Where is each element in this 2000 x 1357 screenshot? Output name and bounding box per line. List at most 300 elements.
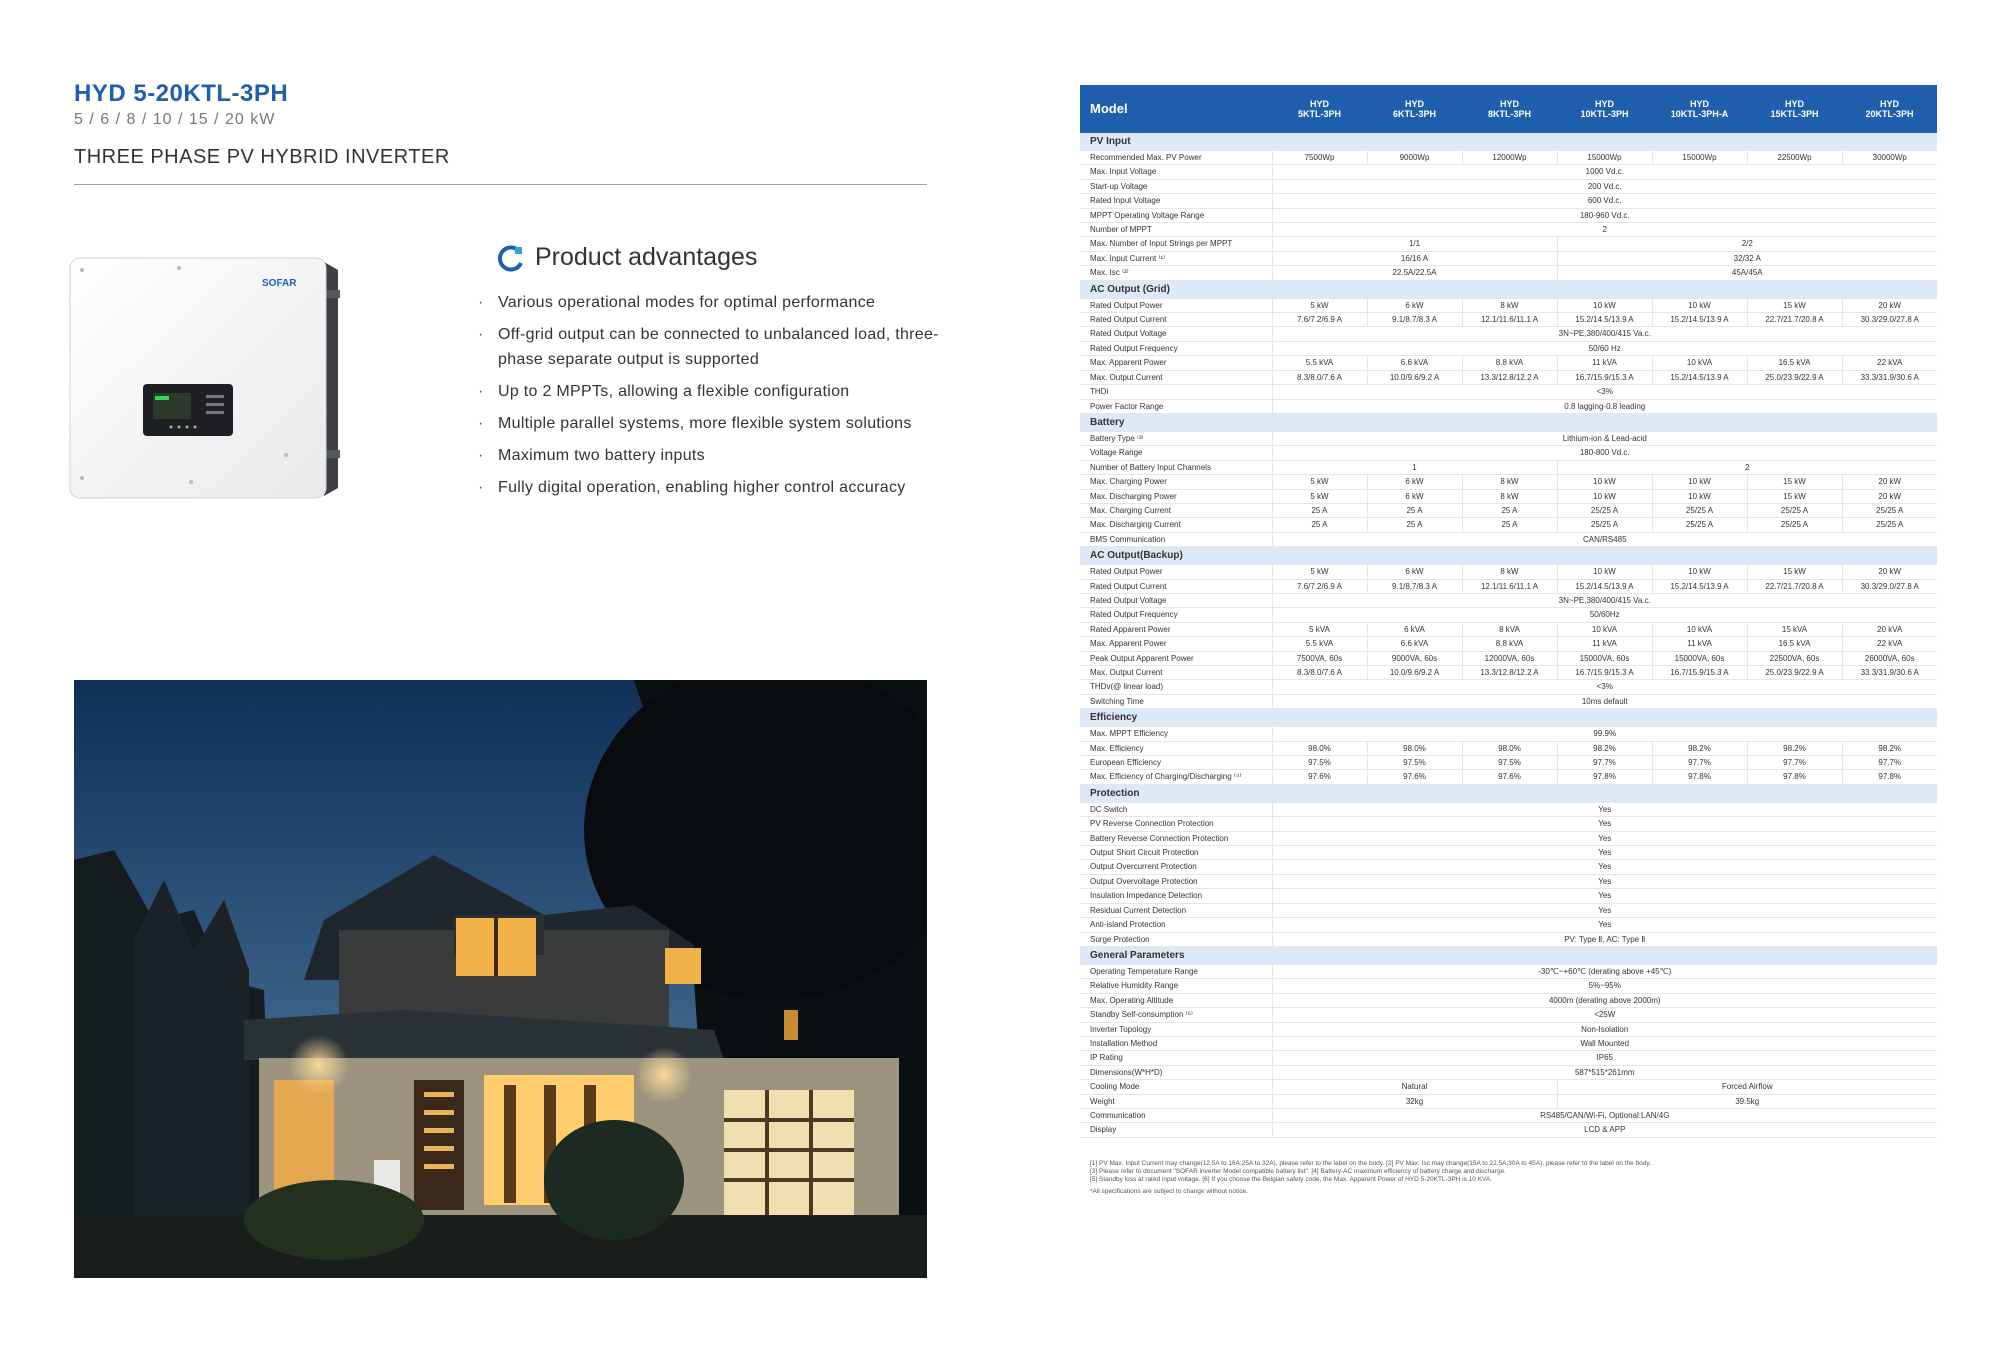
spec-row bbox=[1080, 460, 1937, 474]
spec-row bbox=[1080, 475, 1937, 489]
spec-value: 9.1/8.7/8.3 A bbox=[1367, 579, 1462, 593]
spec-value: 16.7/15.9/15.3 A bbox=[1557, 666, 1652, 680]
spec-value: 8.3/8.0/7.6 A bbox=[1272, 666, 1367, 680]
spec-section-title: AC Output (Grid) bbox=[1080, 280, 1937, 298]
spec-row bbox=[1080, 1080, 1937, 1094]
spec-row bbox=[1080, 1108, 1937, 1122]
spec-row bbox=[1080, 889, 1937, 903]
spec-header-row bbox=[1080, 85, 1937, 133]
spec-row bbox=[1080, 694, 1937, 708]
spec-value: 25/25 A bbox=[1557, 503, 1652, 517]
spec-row bbox=[1080, 680, 1937, 694]
spec-label: Number of MPPT bbox=[1080, 223, 1272, 237]
spec-value: 15.2/14.5/13.9 A bbox=[1652, 313, 1747, 327]
spec-value: 25/25 A bbox=[1652, 503, 1747, 517]
spec-label: Max. Number of Input Strings per MPPT bbox=[1080, 237, 1272, 251]
spec-value: 98.0% bbox=[1272, 741, 1367, 755]
spec-value: 32kg bbox=[1272, 1094, 1557, 1108]
spec-value: 5.5 kVA bbox=[1272, 356, 1367, 370]
spec-label: THDi bbox=[1080, 385, 1272, 399]
spec-value: 15 kW bbox=[1747, 489, 1842, 503]
model-column-header: HYD 10KTL-3PH-A bbox=[1652, 85, 1747, 133]
spec-row bbox=[1080, 802, 1937, 816]
spec-value: 10 kVA bbox=[1652, 356, 1747, 370]
spec-label: Rated Input Voltage bbox=[1080, 194, 1272, 208]
spec-value: 97.6% bbox=[1462, 770, 1557, 784]
spec-value: 15 kW bbox=[1747, 298, 1842, 312]
spec-value: 97.8% bbox=[1557, 770, 1652, 784]
spec-row bbox=[1080, 979, 1937, 993]
spec-value: 97.7% bbox=[1557, 756, 1652, 770]
spec-value: 9000VA, 60s bbox=[1367, 651, 1462, 665]
spec-value: 11 kVA bbox=[1557, 356, 1652, 370]
spec-value: 3N~PE,380/400/415 Va.c. bbox=[1272, 593, 1937, 607]
spec-row bbox=[1080, 327, 1937, 341]
spec-row bbox=[1080, 1008, 1937, 1022]
spec-value: 15 kW bbox=[1747, 565, 1842, 579]
spec-label: Max. Output Current bbox=[1080, 666, 1272, 680]
spec-value: Natural bbox=[1272, 1080, 1557, 1094]
model-column-header: HYD 15KTL-3PH bbox=[1747, 85, 1842, 133]
spec-value: 10 kW bbox=[1557, 298, 1652, 312]
spec-value: 20 kW bbox=[1842, 475, 1937, 489]
spec-value: 15000VA, 60s bbox=[1557, 651, 1652, 665]
spec-value: 8.3/8.0/7.6 A bbox=[1272, 370, 1367, 384]
spec-value: 5 kVA bbox=[1272, 622, 1367, 636]
spec-value: 97.7% bbox=[1652, 756, 1747, 770]
advantage-item: · Off-grid output can be connected to unbalanced load, three-phase separate output is supported bbox=[478, 326, 939, 368]
spec-value: 11 kVA bbox=[1652, 637, 1747, 651]
spec-value: 15000Wp bbox=[1557, 151, 1652, 165]
spec-value: 6.6 kVA bbox=[1367, 637, 1462, 651]
spec-value: 25 A bbox=[1367, 518, 1462, 532]
spec-value: 6 kW bbox=[1367, 475, 1462, 489]
spec-value: Yes bbox=[1272, 903, 1937, 917]
spec-label: Max. Output Current bbox=[1080, 370, 1272, 384]
spec-row bbox=[1080, 313, 1937, 327]
spec-row bbox=[1080, 532, 1937, 546]
spec-value: 200 Vd.c. bbox=[1272, 179, 1937, 193]
advantages-header bbox=[497, 243, 757, 272]
spec-value: 30.3/29.0/27.8 A bbox=[1842, 579, 1937, 593]
spec-value: 15.2/14.5/13.9 A bbox=[1557, 579, 1652, 593]
footnote: [5] Standby loss at rated input voltage. [6] If you choose the Belgian safety code, the Max. Apparent Power of HYD 5-20KTL-3PH is 10 KVA. bbox=[1090, 1176, 1493, 1183]
spec-value: 9.1/8.7/8.3 A bbox=[1367, 313, 1462, 327]
spec-value: 587*515*261mm bbox=[1272, 1065, 1937, 1079]
spec-label: European Efficiency bbox=[1080, 756, 1272, 770]
spec-value: 22500VA, 60s bbox=[1747, 651, 1842, 665]
model-column-header: HYD 20KTL-3PH bbox=[1842, 85, 1937, 133]
spec-value: 20 kVA bbox=[1842, 622, 1937, 636]
advantage-item: · Multiple parallel systems, more flexible system solutions bbox=[478, 415, 912, 432]
spec-value: 25 A bbox=[1367, 503, 1462, 517]
spec-row bbox=[1080, 489, 1937, 503]
spec-label: Relative Humidity Range bbox=[1080, 979, 1272, 993]
footnote: *All specifications are subject to change without notice. bbox=[1090, 1188, 1248, 1195]
spec-label: Output Overcurrent Protection bbox=[1080, 860, 1272, 874]
spec-row bbox=[1080, 1123, 1937, 1137]
spec-label: Battery Reverse Connection Protection bbox=[1080, 831, 1272, 845]
model-column-header: HYD 6KTL-3PH bbox=[1367, 85, 1462, 133]
spec-value: 10 kW bbox=[1652, 489, 1747, 503]
spec-label: Start-up Voltage bbox=[1080, 179, 1272, 193]
spec-value: 22.7/21.7/20.8 A bbox=[1747, 313, 1842, 327]
spec-row bbox=[1080, 179, 1937, 193]
footnote: [3] Please refer to document "SOFAR inverter Model compatible battery list". [4] Battery-AC maximum efficiency of battery charge and discharge. bbox=[1090, 1168, 1506, 1175]
spec-row bbox=[1080, 727, 1937, 741]
spec-value: <3% bbox=[1272, 680, 1937, 694]
spec-label: Installation Method bbox=[1080, 1036, 1272, 1050]
spec-value: 25.0/23.9/22.9 A bbox=[1747, 666, 1842, 680]
spec-value: 25 A bbox=[1462, 518, 1557, 532]
spec-section-title: Battery bbox=[1080, 413, 1937, 431]
spec-value: 16.7/15.9/15.3 A bbox=[1557, 370, 1652, 384]
spec-value: 20 kW bbox=[1842, 565, 1937, 579]
spec-label: Max. Input Current ⁽¹⁾ bbox=[1080, 251, 1272, 265]
spec-value: RS485/CAN/Wi-Fi, Optional:LAN/4G bbox=[1272, 1108, 1937, 1122]
spec-label: Display bbox=[1080, 1123, 1272, 1137]
spec-label: Max. Discharging Current bbox=[1080, 518, 1272, 532]
spec-value: 5 kW bbox=[1272, 475, 1367, 489]
spec-value: 97.6% bbox=[1272, 770, 1367, 784]
spec-row bbox=[1080, 741, 1937, 755]
house-night-photo bbox=[74, 680, 927, 1278]
spec-value: 11 kVA bbox=[1557, 637, 1652, 651]
spec-value: 3N~PE,380/400/415 Va.c. bbox=[1272, 327, 1937, 341]
spec-label: Max. Input Voltage bbox=[1080, 165, 1272, 179]
spec-value: 2 bbox=[1557, 460, 1937, 474]
spec-value: 22 kVA bbox=[1842, 637, 1937, 651]
spec-value: 1000 Vd.c. bbox=[1272, 165, 1937, 179]
spec-value: 45A/45A bbox=[1557, 266, 1937, 280]
spec-value: 8 kW bbox=[1462, 565, 1557, 579]
spec-row bbox=[1080, 194, 1937, 208]
spec-value: 6 kW bbox=[1367, 298, 1462, 312]
brand-logo: SOFAR bbox=[262, 278, 297, 289]
spec-value: 15.2/14.5/13.9 A bbox=[1652, 370, 1747, 384]
spec-section-row bbox=[1080, 709, 1937, 727]
spec-row bbox=[1080, 266, 1937, 280]
spec-label: Standby Self-consumption ⁽⁵⁾ bbox=[1080, 1008, 1272, 1022]
spec-value: 98.2% bbox=[1557, 741, 1652, 755]
spec-value: 5%~95% bbox=[1272, 979, 1937, 993]
spec-label: Insulation Impedance Detection bbox=[1080, 889, 1272, 903]
spec-value: 16.5 kVA bbox=[1747, 637, 1842, 651]
spec-value: 12.1/11.6/11.1 A bbox=[1462, 579, 1557, 593]
spec-row bbox=[1080, 1022, 1937, 1036]
spec-value: 5.5 kVA bbox=[1272, 637, 1367, 651]
spec-value: 5 kW bbox=[1272, 489, 1367, 503]
spec-value: 33.3/31.9/30.6 A bbox=[1842, 370, 1937, 384]
spec-value: 8 kVA bbox=[1462, 622, 1557, 636]
spec-value: 25/25 A bbox=[1747, 518, 1842, 532]
spec-value: 97.7% bbox=[1842, 756, 1937, 770]
spec-label: Voltage Range bbox=[1080, 446, 1272, 460]
spec-label: Peak Output Apparent Power bbox=[1080, 651, 1272, 665]
spec-label: Max. Charging Power bbox=[1080, 475, 1272, 489]
spec-value: 12000Wp bbox=[1462, 151, 1557, 165]
spec-value: 15000VA, 60s bbox=[1652, 651, 1747, 665]
spec-section-title: Efficiency bbox=[1080, 709, 1937, 727]
spec-value: 32/32 A bbox=[1557, 251, 1937, 265]
spec-label: Inverter Topology bbox=[1080, 1022, 1272, 1036]
spec-value: 180-800 Vd.c. bbox=[1272, 446, 1937, 460]
spec-row bbox=[1080, 446, 1937, 460]
spec-value: 97.6% bbox=[1367, 770, 1462, 784]
spec-value: <3% bbox=[1272, 385, 1937, 399]
spec-value: 25/25 A bbox=[1842, 503, 1937, 517]
spec-row bbox=[1080, 518, 1937, 532]
advantage-item: · Up to 2 MPPTs, allowing a flexible configuration bbox=[478, 383, 850, 400]
spec-row bbox=[1080, 399, 1937, 413]
spec-row bbox=[1080, 637, 1937, 651]
spec-row bbox=[1080, 593, 1937, 607]
spec-value: 8 kW bbox=[1462, 489, 1557, 503]
spec-label: Surge Protection bbox=[1080, 932, 1272, 946]
spec-value: Non-Isolation bbox=[1272, 1022, 1937, 1036]
power-range: 5 / 6 / 8 / 10 / 15 / 20 kW bbox=[74, 111, 276, 128]
spec-row bbox=[1080, 298, 1937, 312]
spec-value: <25W bbox=[1272, 1008, 1937, 1022]
spec-value: 6 kW bbox=[1367, 565, 1462, 579]
spec-label: Rated Output Power bbox=[1080, 565, 1272, 579]
spec-section-row bbox=[1080, 280, 1937, 298]
advantages-title: Product advantages bbox=[535, 243, 758, 271]
spec-row bbox=[1080, 666, 1937, 680]
spec-label: Anti-island Protection bbox=[1080, 918, 1272, 932]
spec-section-title: PV Input bbox=[1080, 133, 1937, 151]
spec-value: 97.8% bbox=[1747, 770, 1842, 784]
spec-label: Rated Apparent Power bbox=[1080, 622, 1272, 636]
footnotes bbox=[1090, 1160, 1940, 1196]
spec-value: 12.1/11.6/11.1 A bbox=[1462, 313, 1557, 327]
spec-label: Output Overvoltage Protection bbox=[1080, 874, 1272, 888]
spec-value: 10 kW bbox=[1557, 475, 1652, 489]
spec-value: 39.5kg bbox=[1557, 1094, 1937, 1108]
spec-value: 98.2% bbox=[1747, 741, 1842, 755]
spec-section-title: AC Output(Backup) bbox=[1080, 547, 1937, 565]
spec-value: 33.3/31.9/30.6 A bbox=[1842, 666, 1937, 680]
spec-value: Yes bbox=[1272, 918, 1937, 932]
spec-label: IP Rating bbox=[1080, 1051, 1272, 1065]
spec-label: Rated Output Current bbox=[1080, 579, 1272, 593]
spec-label: Max. Efficiency bbox=[1080, 741, 1272, 755]
advantage-item: · Various operational modes for optimal performance bbox=[478, 294, 876, 311]
spec-value: 0.8 lagging-0.8 leading bbox=[1272, 399, 1937, 413]
spec-value: 25 A bbox=[1462, 503, 1557, 517]
spec-section-row bbox=[1080, 133, 1937, 151]
spec-row bbox=[1080, 223, 1937, 237]
spec-value: 97.8% bbox=[1842, 770, 1937, 784]
spec-label: Recommended Max. PV Power bbox=[1080, 151, 1272, 165]
spec-value: 22 kVA bbox=[1842, 356, 1937, 370]
spec-value: 22500Wp bbox=[1747, 151, 1842, 165]
spec-label: Dimensions(W*H*D) bbox=[1080, 1065, 1272, 1079]
spec-value: 15.2/14.5/13.9 A bbox=[1557, 313, 1652, 327]
spec-section-title: General Parameters bbox=[1080, 946, 1937, 964]
spec-value: 10 kW bbox=[1652, 475, 1747, 489]
spec-value: 10 kW bbox=[1652, 565, 1747, 579]
spec-row bbox=[1080, 608, 1937, 622]
spec-label: Max. Apparent Power bbox=[1080, 356, 1272, 370]
spec-label: PV Reverse Connection Protection bbox=[1080, 817, 1272, 831]
spec-row bbox=[1080, 151, 1937, 165]
spec-value: 8.8 kVA bbox=[1462, 637, 1557, 651]
spec-row bbox=[1080, 165, 1937, 179]
spec-value: 98.0% bbox=[1367, 741, 1462, 755]
spec-label: Rated Output Voltage bbox=[1080, 327, 1272, 341]
spec-value: 6.6 kVA bbox=[1367, 356, 1462, 370]
spec-value: Yes bbox=[1272, 817, 1937, 831]
spec-label: Weight bbox=[1080, 1094, 1272, 1108]
spec-value: 2/2 bbox=[1557, 237, 1937, 251]
spec-label: Max. Isc ⁽²⁾ bbox=[1080, 266, 1272, 280]
spec-label: Max. Charging Current bbox=[1080, 503, 1272, 517]
spec-value: 8.8 kVA bbox=[1462, 356, 1557, 370]
spec-section-title: Protection bbox=[1080, 784, 1937, 802]
spec-value: 9000Wp bbox=[1367, 151, 1462, 165]
spec-value: 7.6/7.2/6.9 A bbox=[1272, 313, 1367, 327]
spec-value: 97.5% bbox=[1462, 756, 1557, 770]
spec-value: 25/25 A bbox=[1557, 518, 1652, 532]
spec-section-row bbox=[1080, 547, 1937, 565]
spec-table bbox=[1080, 85, 1937, 1138]
spec-value: 10 kW bbox=[1557, 565, 1652, 579]
spec-value: 30000Wp bbox=[1842, 151, 1937, 165]
spec-value: 97.5% bbox=[1272, 756, 1367, 770]
advantage-item: · Maximum two battery inputs bbox=[478, 447, 705, 464]
spec-label: Output Short Circuit Protection bbox=[1080, 846, 1272, 860]
spec-row bbox=[1080, 503, 1937, 517]
product-category-heading: THREE PHASE PV HYBRID INVERTER bbox=[74, 146, 450, 168]
spec-label: THDv(@ linear load) bbox=[1080, 680, 1272, 694]
spec-value: 20 kW bbox=[1842, 489, 1937, 503]
model-column-header: HYD 10KTL-3PH bbox=[1557, 85, 1652, 133]
spec-row bbox=[1080, 1051, 1937, 1065]
spec-value: 98.0% bbox=[1462, 741, 1557, 755]
spec-label: Operating Temperature Range bbox=[1080, 964, 1272, 978]
spec-value: 7500Wp bbox=[1272, 151, 1367, 165]
spec-value: 180-960 Vd.c. bbox=[1272, 208, 1937, 222]
spec-value: 10.0/9.6/9.2 A bbox=[1367, 666, 1462, 680]
spec-label: Switching Time bbox=[1080, 694, 1272, 708]
spec-row bbox=[1080, 370, 1937, 384]
spec-value: 2 bbox=[1272, 223, 1937, 237]
spec-value: 25 A bbox=[1272, 518, 1367, 532]
spec-value: 8 kW bbox=[1462, 475, 1557, 489]
spec-row bbox=[1080, 846, 1937, 860]
model-column-header: HYD 8KTL-3PH bbox=[1462, 85, 1557, 133]
spec-label: Max. Apparent Power bbox=[1080, 637, 1272, 651]
spec-value: Yes bbox=[1272, 802, 1937, 816]
spec-value: 10 kW bbox=[1557, 489, 1652, 503]
spec-label: MPPT Operating Voltage Range bbox=[1080, 208, 1272, 222]
spec-value: 16/16 A bbox=[1272, 251, 1557, 265]
spec-label: Max. Discharging Power bbox=[1080, 489, 1272, 503]
spec-row bbox=[1080, 903, 1937, 917]
spec-value: 13.3/12.8/12.2 A bbox=[1462, 370, 1557, 384]
spec-row bbox=[1080, 651, 1937, 665]
product-advantages-icon bbox=[497, 244, 525, 272]
spec-section-row bbox=[1080, 946, 1937, 964]
spec-row bbox=[1080, 918, 1937, 932]
spec-value: 26000VA, 60s bbox=[1842, 651, 1937, 665]
spec-row bbox=[1080, 356, 1937, 370]
spec-value: 97.5% bbox=[1367, 756, 1462, 770]
spec-row bbox=[1080, 431, 1937, 445]
spec-value: 50/60 Hz bbox=[1272, 341, 1937, 355]
spec-value: Yes bbox=[1272, 860, 1937, 874]
spec-value: 25 A bbox=[1272, 503, 1367, 517]
spec-value: 7.6/7.2/6.9 A bbox=[1272, 579, 1367, 593]
spec-label: Number of Battery Input Channels bbox=[1080, 460, 1272, 474]
spec-value: 30.3/29.0/27.8 A bbox=[1842, 313, 1937, 327]
spec-row bbox=[1080, 1036, 1937, 1050]
spec-value: 20 kW bbox=[1842, 298, 1937, 312]
spec-label: Max. MPPT Efficiency bbox=[1080, 727, 1272, 741]
spec-value: 97.8% bbox=[1652, 770, 1747, 784]
spec-value: 13.3/12.8/12.2 A bbox=[1462, 666, 1557, 680]
spec-label: BMS Communication bbox=[1080, 532, 1272, 546]
spec-value: 98.2% bbox=[1842, 741, 1937, 755]
spec-row bbox=[1080, 579, 1937, 593]
footnote: [1] PV Max. Input Current may change(12.5A to 16A;25A to 32A), please refer to the label on the body. [2] PV Max. Isc may change(15A to 22.5A;30A to 45A), please refer to the label on the body. bbox=[1090, 1160, 1651, 1167]
spec-value: 98.2% bbox=[1652, 741, 1747, 755]
spec-label: Max. Operating Altitude bbox=[1080, 993, 1272, 1007]
spec-label: Communication bbox=[1080, 1108, 1272, 1122]
spec-value: 15000Wp bbox=[1652, 151, 1747, 165]
spec-row bbox=[1080, 932, 1937, 946]
spec-label: Rated Output Current bbox=[1080, 313, 1272, 327]
spec-value: 10 kVA bbox=[1557, 622, 1652, 636]
spec-value: 10 kVA bbox=[1652, 622, 1747, 636]
spec-label: Rated Output Voltage bbox=[1080, 593, 1272, 607]
spec-value: 10.0/9.6/9.2 A bbox=[1367, 370, 1462, 384]
spec-value: 5 kW bbox=[1272, 565, 1367, 579]
spec-label: Residual Current Detection bbox=[1080, 903, 1272, 917]
advantage-item: · Fully digital operation, enabling higher control accuracy bbox=[478, 479, 906, 496]
spec-value: 16.7/15.9/15.3 A bbox=[1652, 666, 1747, 680]
spec-value: Yes bbox=[1272, 874, 1937, 888]
spec-value: 16.5 kVA bbox=[1747, 356, 1842, 370]
spec-value: 15 kVA bbox=[1747, 622, 1842, 636]
spec-value: 6 kVA bbox=[1367, 622, 1462, 636]
advantages-list bbox=[478, 290, 958, 507]
spec-value: Wall Mounted bbox=[1272, 1036, 1937, 1050]
spec-label: Rated Output Frequency bbox=[1080, 341, 1272, 355]
product-title: HYD 5-20KTL-3PH bbox=[74, 80, 289, 107]
spec-value: 10 kW bbox=[1652, 298, 1747, 312]
spec-label: Cooling Mode bbox=[1080, 1080, 1272, 1094]
spec-value: 6 kW bbox=[1367, 489, 1462, 503]
spec-section-row bbox=[1080, 413, 1937, 431]
spec-value: 7500VA, 60s bbox=[1272, 651, 1367, 665]
spec-value: 4000m (derating above 2000m) bbox=[1272, 993, 1937, 1007]
spec-value: 99.9% bbox=[1272, 727, 1937, 741]
spec-value: 25/25 A bbox=[1842, 518, 1937, 532]
spec-value: 5 kW bbox=[1272, 298, 1367, 312]
spec-row bbox=[1080, 964, 1937, 978]
spec-value: 22.5A/22.5A bbox=[1272, 266, 1557, 280]
spec-row bbox=[1080, 385, 1937, 399]
spec-value: IP65 bbox=[1272, 1051, 1937, 1065]
model-column-header: HYD 5KTL-3PH bbox=[1272, 85, 1367, 133]
spec-row bbox=[1080, 770, 1937, 784]
spec-value: Forced Airflow bbox=[1557, 1080, 1937, 1094]
spec-value: 1 bbox=[1272, 460, 1557, 474]
spec-row bbox=[1080, 341, 1937, 355]
spec-row bbox=[1080, 237, 1937, 251]
